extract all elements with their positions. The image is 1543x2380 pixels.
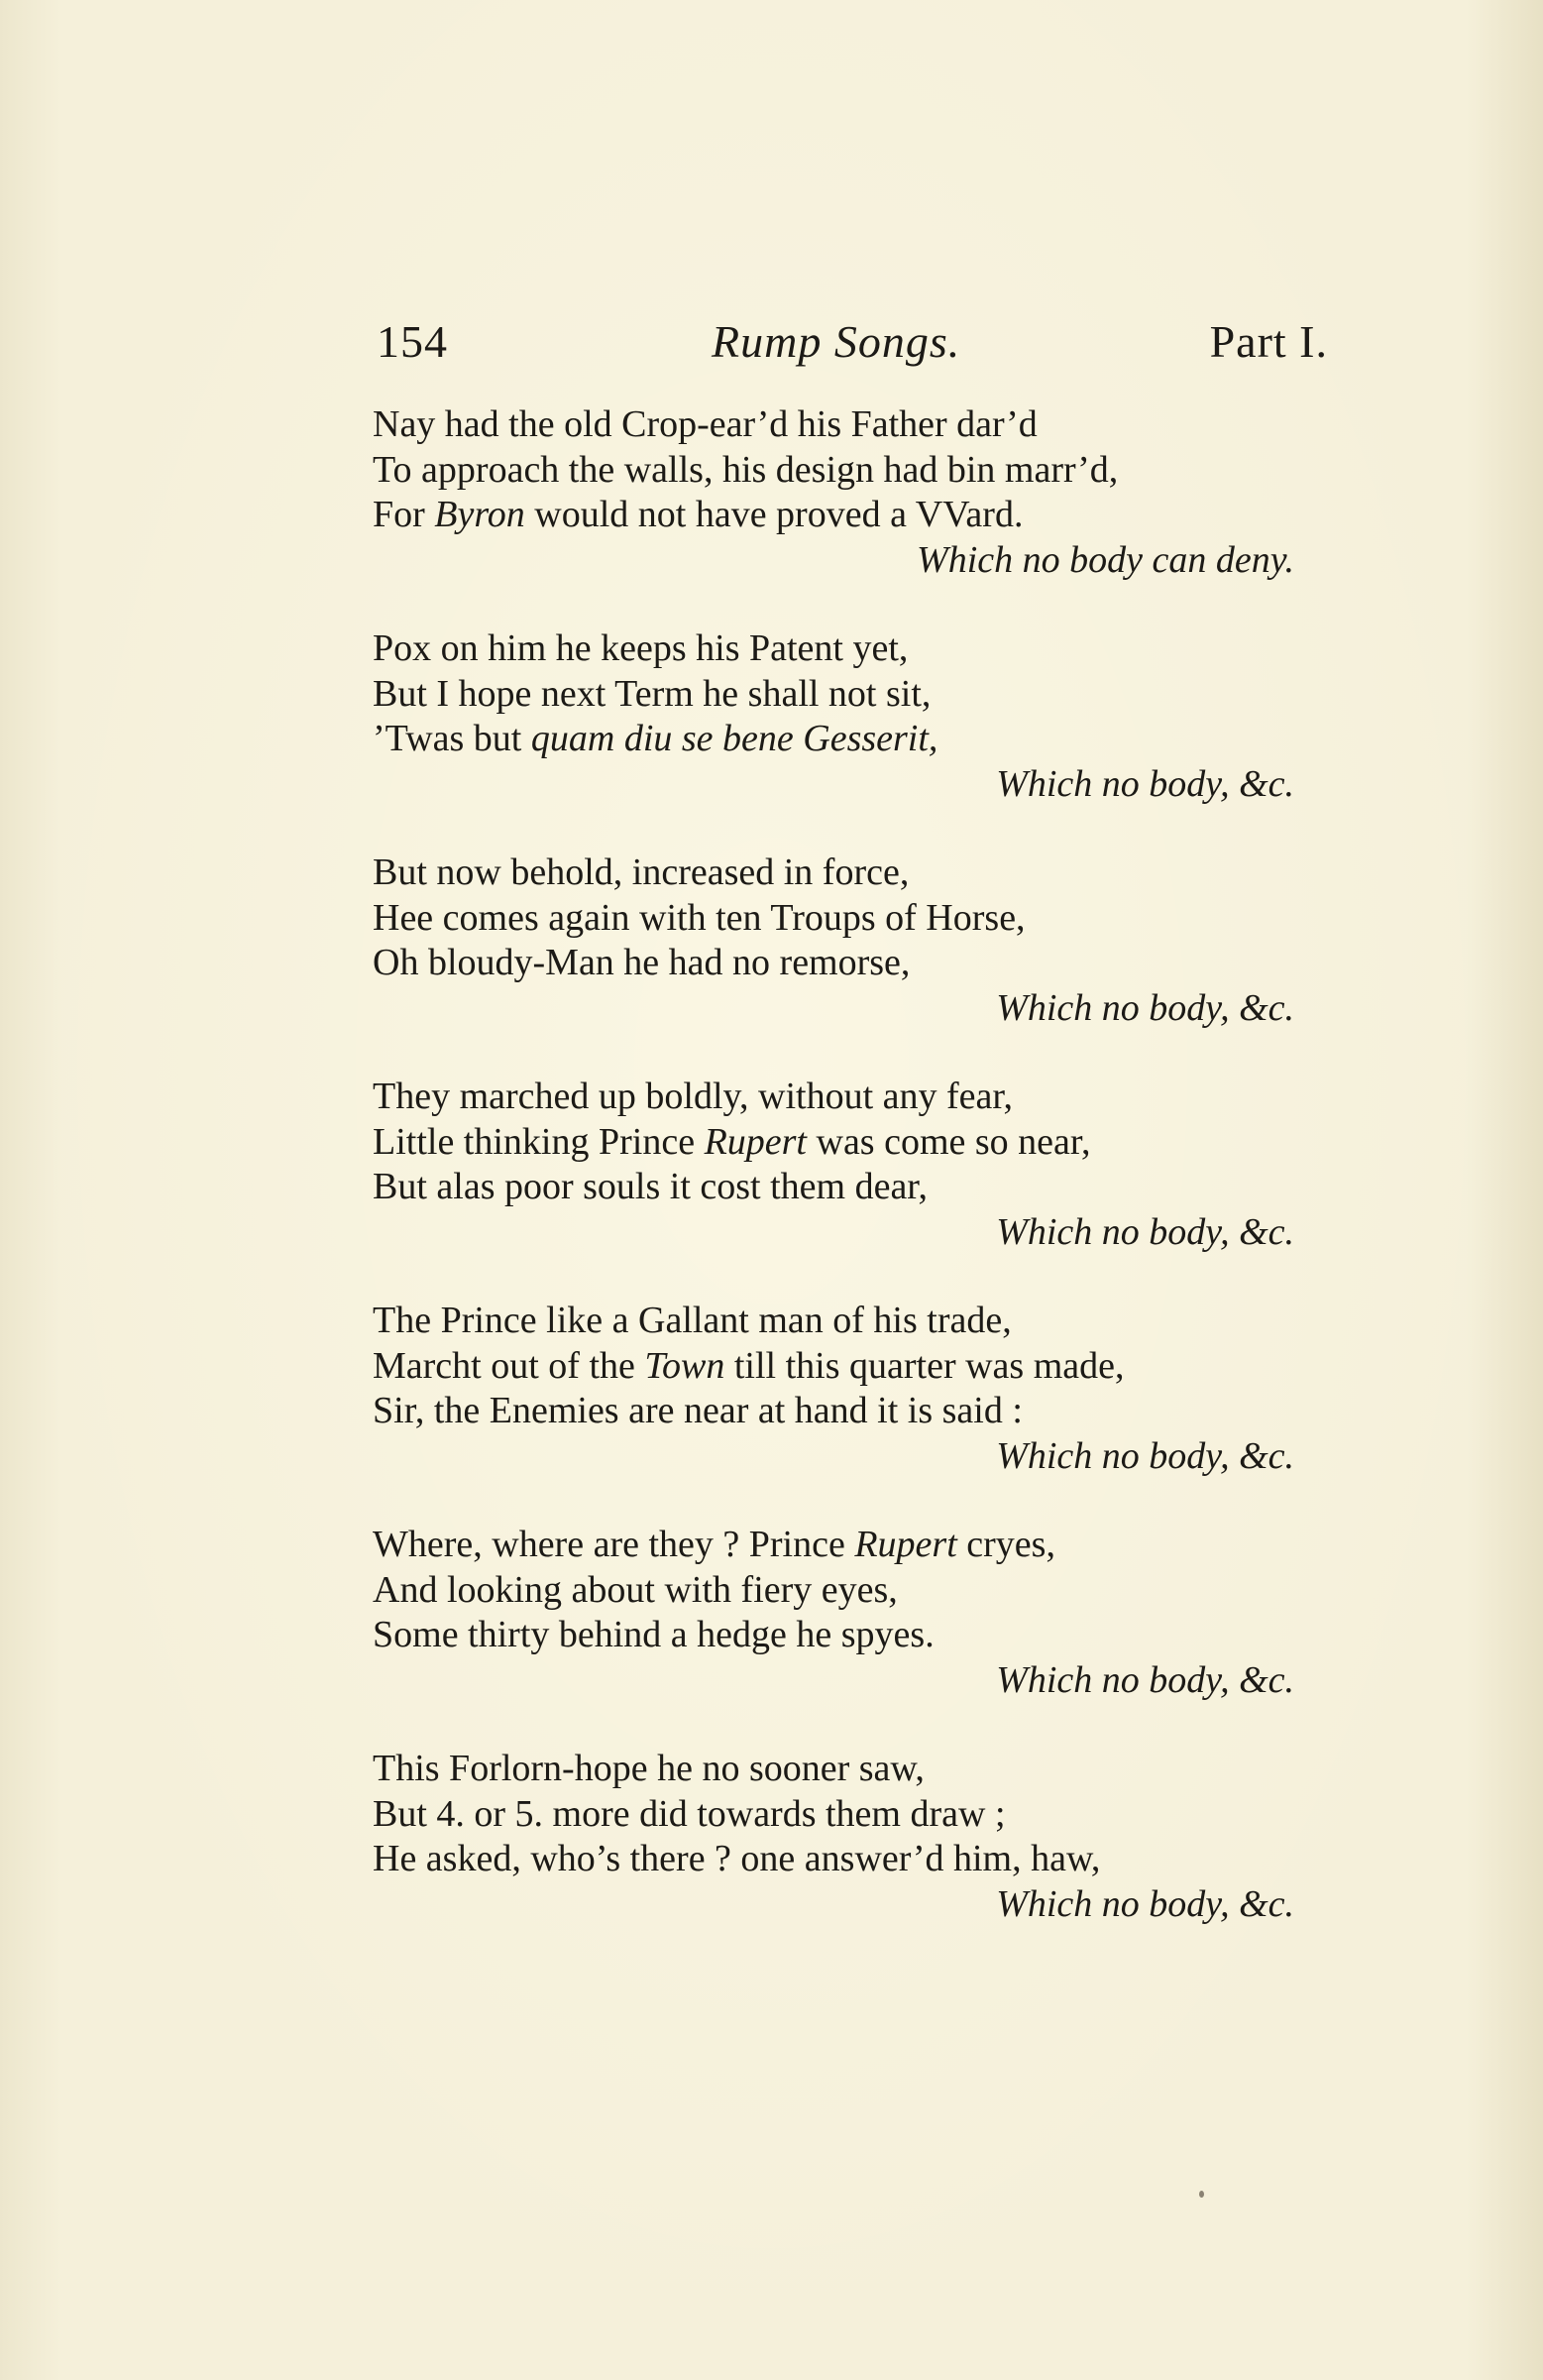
verse-line <box>373 1389 1294 1434</box>
verse-line <box>373 850 1294 896</box>
stanza <box>373 402 1294 583</box>
text-segment: This Forlorn-hope he no sooner saw, <box>373 1748 925 1789</box>
paper-speck <box>1199 2191 1204 2198</box>
refrain-line: Which no body, &c. <box>996 1882 1294 1925</box>
text-segment: Marcht out of the <box>373 1344 645 1387</box>
refrain-line: Which no body, &c. <box>996 1658 1294 1701</box>
text-segment: But I hope next Term he shall not sit, <box>373 672 932 715</box>
part-label: Part I. <box>1209 316 1328 367</box>
italic-text: Rupert <box>854 1524 957 1565</box>
verse-line <box>373 1120 1294 1166</box>
refrain-line: Which no body, &c. <box>996 762 1294 805</box>
text-segment: To approach the walls, his design had bin marr’d, <box>373 448 1119 491</box>
italic-text: Town <box>644 1344 725 1387</box>
page-header <box>377 315 1328 375</box>
verse-line <box>373 1837 1294 1882</box>
verse-line <box>373 1344 1294 1390</box>
verse-line <box>373 672 1294 718</box>
stanza <box>373 1075 1294 1255</box>
verse-line <box>373 626 1294 672</box>
verse-line <box>373 402 1294 448</box>
text-segment: They marched up boldly, without any fear, <box>373 1076 1014 1117</box>
stanza <box>373 1747 1294 1927</box>
text-segment: But alas poor souls it cost them dear, <box>373 1166 928 1207</box>
text-segment: Oh bloudy-Man he had no remorse, <box>373 942 911 983</box>
text-segment: would not have proved a VVard. <box>524 494 1024 535</box>
verse-line <box>373 1792 1294 1838</box>
text-segment: Nay had the old Crop-ear’d his Father dar’d <box>373 403 1038 445</box>
verse-line <box>373 493 1294 538</box>
stanza <box>373 1299 1294 1479</box>
italic-text: Byron <box>434 494 525 535</box>
text-segment: was come so near, <box>807 1120 1091 1163</box>
italic-text: Rupert <box>704 1120 807 1163</box>
verse-line <box>373 1523 1294 1568</box>
verse-line <box>373 1299 1294 1344</box>
text-segment: Where, where are they ? Prince <box>373 1524 855 1565</box>
italic-text: quam diu se bene Gesserit, <box>530 718 938 759</box>
page-number: 154 <box>377 316 448 367</box>
text-segment: cryes, <box>956 1524 1055 1565</box>
verse-line <box>373 1747 1294 1792</box>
refrain-line: Which no body, &c. <box>996 1434 1294 1477</box>
poem-body <box>373 402 1294 1971</box>
text-segment: Little thinking Prince <box>373 1120 705 1163</box>
text-segment: But now behold, increased in force, <box>373 851 910 893</box>
verse-line <box>373 1165 1294 1210</box>
text-segment: The Prince like a Gallant man of his trade, <box>373 1300 1012 1341</box>
verse-line <box>373 896 1294 942</box>
text-segment: For <box>373 494 435 535</box>
text-segment: Hee comes again with ten Troups of Horse, <box>373 896 1026 939</box>
verse-line <box>373 1075 1294 1120</box>
verse-line <box>373 448 1294 494</box>
verse-line <box>373 717 1294 762</box>
text-segment: He asked, who’s there ? one answer’d him, haw, <box>373 1838 1101 1879</box>
stanza <box>373 850 1294 1031</box>
text-segment: And looking about with fiery eyes, <box>373 1568 898 1611</box>
text-segment: But 4. or 5. more did towards them draw ; <box>373 1792 1006 1835</box>
text-segment: Some thirty behind a hedge he spyes. <box>373 1614 935 1655</box>
verse-line <box>373 1568 1294 1614</box>
refrain-line: Which no body, &c. <box>996 1210 1294 1253</box>
text-segment: Sir, the Enemies are near at hand it is said : <box>373 1390 1023 1431</box>
text-segment: ’Twas but <box>373 718 531 759</box>
refrain-line: Which no body can deny. <box>917 538 1294 581</box>
text-segment: Pox on him he keeps his Patent yet, <box>373 627 909 669</box>
stanza <box>373 1523 1294 1703</box>
running-title: Rump Songs. <box>712 316 961 367</box>
refrain-line: Which no body, &c. <box>996 986 1294 1029</box>
stanza <box>373 626 1294 807</box>
verse-line <box>373 1613 1294 1658</box>
text-segment: till this quarter was made, <box>724 1344 1125 1387</box>
verse-line <box>373 941 1294 986</box>
